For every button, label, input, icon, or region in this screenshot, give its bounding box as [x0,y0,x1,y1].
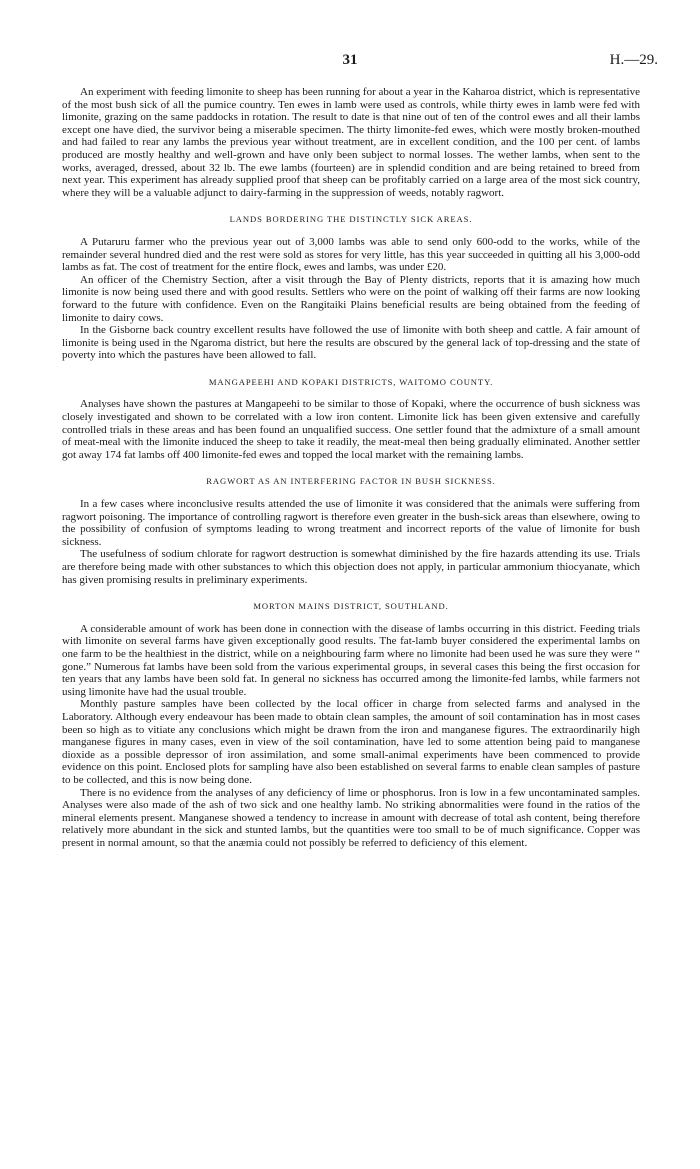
paragraph: An officer of the Chemistry Section, after a visit through the Bay of Plenty districts, reports that it is amazing how much limonite is now being used there and with good results. Settlers who were on the point of walking off their farms are now looking forward to the future with confidence. Even on the Rangitaiki Plains beneficial results are being obtained from the feeding of limonite to dairy cows. [62,273,640,324]
page-header [0,52,700,74]
section [62,376,640,462]
paragraph: Monthly pasture samples have been collected by the local officer in charge from selected farms and analysed in the Laboratory. Although every endeavour has been made to obtain clean samples, the amount of soil contamination has in most cases been so high as to vitiate any conclusions which might be drawn from the iron and manganese figures. The extraordinarily high manganese figures in many cases, even in view of the soil contamination, have led to some attention being paid to manganese dioxide as a possible depressor of iron assimilation, and some small-animal experiments have been commenced to provide evidence on this point. Enclosed plots for sampling have also been established on several farms to enable clean samples of pasture to be collected, and this is now being done. [62,698,640,786]
paragraph: An experiment with feeding limonite to sheep has been running for about a year in the Kaharoa district, which is representative of the most bush sick of all the pumice country. Ten ewes in lamb were used as controls, while thirty ewes in lamb were fed with limonite, grazing on the same paddocks in rotation. The result to date is that nine out of ten of the control ewes and all their lambs except one have died, the survivor being a miserable specimen. The thirty limonite-fed ewes, which were mostly broken-mouthed and had failed to rear any lambs the previous year without treatment, are in excellent condition, and the 100 per cent. of lambs produced are mostly healthy and well-grown and have only been subject to normal losses. The wether lambs, when sent to the works, averaged, dressed, about 32 lb. The ewe lambs (fourteen) are in splendid condition and are being retained to breed from next year. This experiment has already supplied proof that sheep can be profitably carried on a large area of the most sick country, where they will be a valuable adjunct to dairy-farming in the suppression of weeds, notably ragwort. [62,86,640,199]
paragraph: There is no evidence from the analyses of any deficiency of lime or phosphorus. Iron is low in a few uncontaminated samples. Analyses were also made of the ash of two sick and one healthy lamb. No striking abnormalities were found in the ratios of the mineral elements present. Manganese showed a tendency to increase in amount with decrease of total ash content, being therefore relatively more abundant in the sick and stunted lambs, but the quantities were too small to be of much significance. Copper was present in normal amount, so that the anæmia could not possibly be referred to deficiency of this element. [62,786,640,849]
section-heading: MANGAPEEHI AND KOPAKI DISTRICTS, WAITOMO COUNTY. [208,376,494,387]
section [62,86,640,199]
paragraph: A Putaruru farmer who the previous year out of 3,000 lambs was able to send only 600-odd to the works, while of the remainder several hundred died and the rest were sold as stores for very little, has this year succeeded in quitting all his 3,000-odd lambs as fat. The cost of treatment for the entire flock, ewes and lambs, was under £20. [62,235,640,274]
document-reference: H.—29. [609,52,658,68]
section-heading: RAGWORT AS AN INTERFERING FACTOR IN BUSH SICKNESS. [206,476,496,487]
section-heading: LANDS BORDERING THE DISTINCTLY SICK AREAS. [229,214,473,225]
paragraph: The usefulness of sodium chlorate for ragwort destruction is somewhat diminished by the fire hazards attending its use. Trials are therefore being made with other substances to which this objection does not apply, in particular ammonium thiocyanate, which has given promising results in preliminary experiments. [62,548,640,586]
paragraph: A considerable amount of work has been done in connection with the disease of lambs occurring in this district. Feeding trials with limonite on several farms have given exceptionally good results. The fat-lamb buyer considered the experimental lambs on one farm to be the healthiest in the district, while on a neighbouring farm where no limonite had been used he was sure they were “ gone.” Numerous fat lambs have been sold from the various experimental groups, in several cases this being the first occasion for ten years that any lambs have been sold fat. In general no sickness has occurred among the limonite-fed lambs, while farmers not using limonite have had the usual trouble. [62,622,640,698]
section [62,475,640,586]
paragraph: Analyses have shown the pastures at Mangapeehi to be similar to those of Kopaki, where the occurrence of bush sickness was closely investigated and shown to be correlated with a low iron content. Limonite lick has been given extensive and carefully controlled trials in these areas and has been found an unqualified success. One settler found that the admixture of a small amount of meat-meal with the limonite induced the sheep to take it readily, the meat-meal then being gradually eliminated. Another settler got away 174 fat lambs off 400 limonite-fed ewes and topped the local market with the remaining lambs. [62,398,640,461]
paragraph: In a few cases where inconclusive results attended the use of limonite it was considered that the animals were suffering from ragwort poisoning. The importance of controlling ragwort is therefore even greater in the bush-sick areas than elsewhere, owing to the possibility of confusion of symptoms leading to wrong treatment and incorrect reports of the value of limonite for bush sickness. [62,498,640,548]
paragraph: In the Gisborne back country excellent results have followed the use of limonite with both sheep and cattle. A fair amount of limonite is being used in the Ngaroma district, but here the results are obscured by the general lack of top-dressing and the state of poverty into which the pastures have been allowed to fall. [62,324,640,362]
page-number: 31 [342,52,358,68]
document-body [62,86,640,849]
section-heading: MORTON MAINS DISTRICT, SOUTHLAND. [253,601,449,612]
section [62,600,640,849]
section [62,213,640,362]
